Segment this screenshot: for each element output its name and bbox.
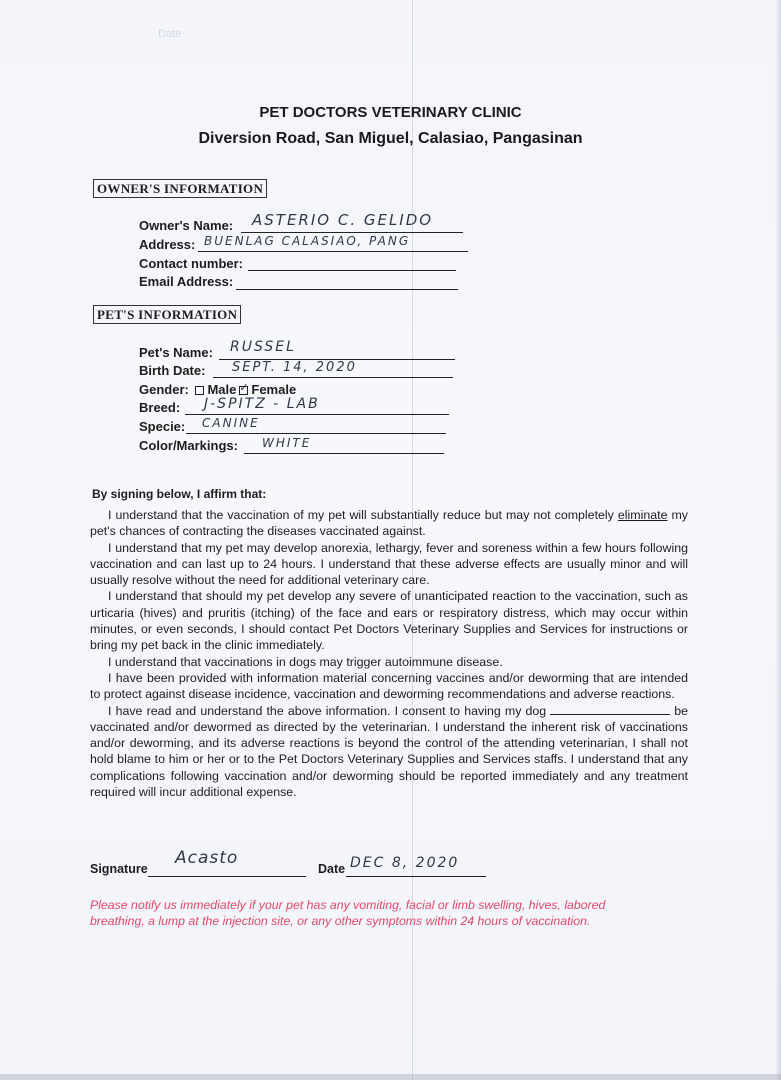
signature-label: Signature [90,862,148,876]
birth-date-label: Birth Date: [139,363,206,378]
gender-male-checkbox[interactable] [195,386,204,395]
address-value[interactable]: BUENLAG CALASIAO, PANG [204,234,411,248]
gender-row [139,382,296,397]
gender-female-checkbox[interactable] [239,382,249,395]
date-value[interactable]: DEC 8, 2020 [350,855,460,871]
consent-body [90,507,688,800]
specie-label: Specie: [139,419,186,434]
contact-label: Contact number: [139,256,243,271]
birth-date-value[interactable]: SEPT. 14, 2020 [232,360,357,375]
address-label: Address: [139,237,196,252]
page-edge-bottom [0,1074,781,1080]
p1-text-a: I understand that the vaccination of my pet will substantially reduce but may not completely [108,508,618,522]
pet-section-title: PET'S INFORMATION [93,305,241,324]
color-value[interactable]: WHITE [262,436,312,450]
gender-male-label: Male [207,382,237,397]
email-line [236,289,458,290]
consent-paragraph-6 [90,703,688,801]
dog-name-blank[interactable] [550,704,670,715]
email-label: Email Address: [139,274,234,289]
owner-name-label: Owner's Name: [139,218,234,233]
notice-text: Please notify us immediately if your pet has any vomiting, facial or limb swelling, hives, labored breathing, a lump at the injection site, or any other symptoms within 24 hours of vaccination. [90,898,606,928]
owner-name-line [241,232,463,233]
page-edge-right [775,0,781,1080]
consent-paragraph-4: I understand that vaccinations in dogs may trigger autoimmune disease. [108,654,503,669]
owner-section-title: OWNER'S INFORMATION [93,179,267,198]
p6-text-b: be vaccinated and/or dewormed as directed by the veterinarian. I understand the inherent risk of vaccinations and/or deworming, and its adverse reactions is beyond the control of the attending veterinarian, I shall not hold blame to him or her or to the Pet Doctors Veterinary Supplies and Services staffs. I understand that any complications following vaccination and/or deworming should be reported immediately and any treatment required will incur additional expense. [90,703,688,800]
check-mark-icon: ✓ [239,382,249,395]
consent-paragraph-5: I have been provided with information material concerning vaccines and/or deworming that are intended to protect against disease incidence, vaccination and deworming recommendations and adverse reactions. [90,670,688,702]
owner-name-value[interactable]: ASTERIO C. GELIDO [252,211,434,229]
specie-line [186,433,446,434]
signature-value[interactable]: Acasto [175,848,239,868]
signature-line [148,876,306,877]
date-line [346,876,486,877]
date-label: Date [318,862,346,876]
birth-date-line [213,377,453,378]
consent-paragraph-2: I understand that my pet may develop anorexia, lethargy, fever and soreness within a few hours following vaccination and can last up to 24 hours. I understand that these adverse effects are usually minor and will usually resolve without the need for additional veterinary care. [90,540,688,588]
clinic-address: Diversion Road, San Miguel, Calasiao, Pangasinan [198,130,583,147]
consent-heading: By signing below, I affirm that: [92,487,267,501]
specie-value[interactable]: CANINE [202,416,260,430]
color-label: Color/Markings: [139,438,238,453]
clinic-name: PET DOCTORS VETERINARY CLINIC [259,104,522,121]
color-line [244,453,444,454]
pet-name-value[interactable]: RUSSEL [230,339,296,355]
p1-underlined-word: eliminate [617,508,668,522]
bleed-through-text: Date [158,28,182,40]
breed-value[interactable]: J-SPITZ - LAB [204,396,320,412]
gender-female-label: Female [251,382,297,397]
breed-label: Breed: [139,400,181,415]
p6-text-a: I have read and understand the above information. I consent to having my dog [108,703,547,718]
contact-line [248,270,456,271]
consent-paragraph-3: I understand that should my pet develop any severe of unanticipated reaction to the vaccination, such as urticaria (hives) and pruritis (itching) of the face and ears or respiratory distress, which may occur within minutes, or even seconds, I should contact Pet Doctors Veterinary Supplies and Services for instructions or bring my pet back in the clinic immediately. [90,589,688,653]
breed-line [185,414,449,415]
pet-name-label: Pet's Name: [139,345,213,360]
p1-text-b: my pet's chances of contracting the diseases vaccinated against. [90,508,688,539]
gender-label: Gender: [139,382,189,397]
address-line [198,251,468,252]
consent-paragraph-1 [90,507,688,540]
